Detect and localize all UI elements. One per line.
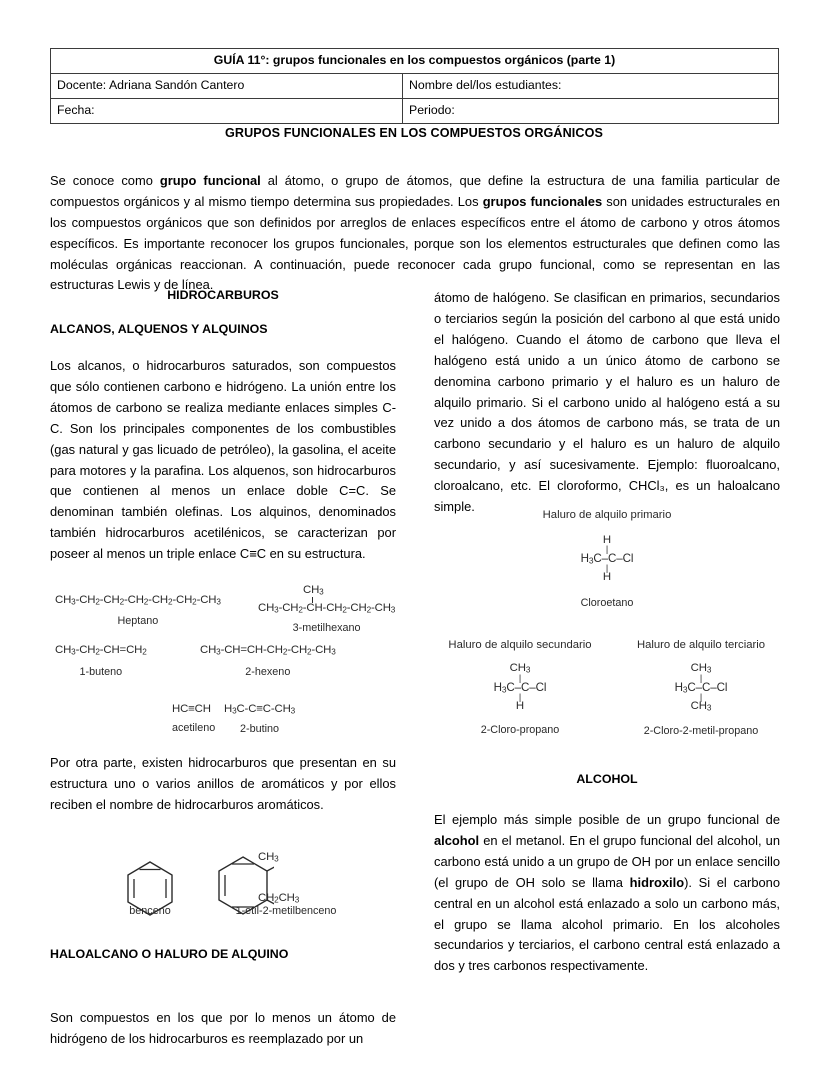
metilbenceno-ch2ch3-label: $CH_2CH_3$ xyxy=(258,892,300,905)
metilbenceno-ch3-label: $CH_3$ xyxy=(258,851,279,864)
intro-bold-2: grupos funcionales xyxy=(482,193,603,209)
haluro-terciario-title: Haluro de alquilo terciario xyxy=(636,639,766,651)
paragraph-haloalcano: Son compuestos en los que por lo menos un átomo de hidrógeno de los hidrocarburos es reemplazado por un xyxy=(50,1010,396,1046)
haluro-primario-title: Haluro de alquilo primario xyxy=(542,509,672,521)
date-cell: Fecha: xyxy=(51,99,403,124)
acetileno-formula: HC≡CH xyxy=(172,703,211,715)
left-column xyxy=(50,288,396,565)
acetileno-caption: acetileno xyxy=(172,722,216,734)
cloroetano-bottom-atom: H xyxy=(602,571,612,584)
paragraph-alcohol xyxy=(434,810,780,977)
heptano-formula: $CH_3-CH_2-CH_2-CH_2-CH_2-CH_2-CH_3$ xyxy=(55,594,221,607)
cloroetano-lewis-structure xyxy=(434,535,780,584)
alcohol-text-3: ). Si el carbono central en un alcohol está enlazado a solo un carbono más, el grupo se llama alcohol primario. En los alcoholes secundarios y terciarios, el carbono central está enlazado a dos y tres carbonos respectivamente. xyxy=(434,874,781,974)
table-row xyxy=(51,74,779,99)
buteno-caption: 1-buteno xyxy=(79,665,123,678)
haluro-secundario-title: Haluro de alquilo secundario xyxy=(448,639,592,651)
alcohol-bold-2: hidroxilo xyxy=(629,874,685,890)
paragraph-halogeno: átomo de halógeno. Se clasifican en primarios, secundarios o terciarios según la posición del carbono al que está unido el halógeno. Cuando el átomo de carbono que lleva el halógeno está unido a un único átomo de carbono se denomina carbono primario y el haluro es un haluro de alquilo primario. Si el carbono unido al halógeno está a su vez unido a dos átomos de carbono más, se trata de un carbono secundario y el haluro es un haluro de alquilo secundario, y así sucesivamente. Ejemplo: fluoroalcano, cloroalcano, etc. El cloroformo, CHCl₃, es un haloalcano simple. xyxy=(434,290,780,515)
clorometilpropano-backbone: $H_3C-C-Cl$ xyxy=(674,680,728,695)
figure-3-metilhexano xyxy=(258,585,395,634)
figure-1-buteno xyxy=(55,644,147,678)
clorometilpropano-bottom-bond: | xyxy=(699,691,703,702)
table-row xyxy=(51,49,779,74)
intro-text-3: son unidades estructurales en los compuestos orgánicos que son definidos por arreglos de enlaces específicos entre el átomo de carbono y otros átomos específicos. Es importante reconocer los grupos funcionales, porque son los elementos estructurales que definen como las moléculas orgánicas reaccionan. A continuación, puede reconocer cada grupo funcional, como se representan en las estructuras Lewis y de línea. xyxy=(50,193,780,293)
heptano-caption: Heptano xyxy=(117,614,159,627)
heading-alcohol: ALCOHOL xyxy=(576,772,638,786)
figure-2-butino xyxy=(224,703,295,735)
cloroetano-caption: Cloroetano xyxy=(580,596,634,609)
figure-haluro-terciario xyxy=(608,639,794,737)
figure-haluro-primario xyxy=(434,509,780,609)
cloropropano-bottom-atom: H xyxy=(515,699,525,712)
teacher-cell: Docente: Adriana Sandón Cantero xyxy=(51,74,403,99)
metilhexano-caption: 3-metilhexano xyxy=(292,621,361,634)
benceno-caption: benceno xyxy=(129,905,171,917)
heading-hidrocarburos: HIDROCARBUROS xyxy=(167,288,279,302)
table-row xyxy=(51,99,779,124)
intro-bold-1: grupo funcional xyxy=(159,172,261,188)
cloropropano-top-bond: | xyxy=(518,672,522,683)
intro-paragraph xyxy=(50,171,780,296)
cloropropano-top-group: $CH_3$ xyxy=(509,662,531,675)
guide-header-table xyxy=(50,48,779,124)
buteno-formula: $CH_3-CH_2-CH=CH_2$ xyxy=(55,644,147,657)
alcohol-text-2: en el metanol. En el grupo funcional del alcohol, un carbono está unido a un grupo de OH por un enlace sencillo (el grupo de OH solo se llama xyxy=(434,832,780,890)
right-column xyxy=(434,288,780,518)
butino-caption: 2-butino xyxy=(240,722,280,735)
metilhexano-formula: $CH_3-CH_2-CH-CH_2-CH_2-CH_3$ xyxy=(258,602,396,615)
period-cell: Periodo: xyxy=(403,99,779,124)
page-title: GRUPOS FUNCIONALES EN LOS COMPUESTOS ORGÁNICOS xyxy=(224,126,603,140)
hexeno-caption: 2-hexeno xyxy=(245,665,291,678)
metilbenceno-caption: 1-etil-2-metilbenceno xyxy=(235,905,337,917)
metilhexano-branch: $CH_3$ xyxy=(303,584,324,597)
intro-text-2: al átomo, o grupo de átomos, que define la estructura de una familia particular de compuestos orgánicos y al mismo tiempo determina sus propiedades. Los xyxy=(50,172,781,209)
intro-text-1: Se conoce como xyxy=(50,172,160,188)
alcohol-text-1: El ejemplo más simple posible de un grupo funcional de xyxy=(434,812,780,827)
cloropropano-backbone: $H_3C-C-Cl$ xyxy=(493,680,547,695)
students-cell: Nombre del/los estudiantes: xyxy=(403,74,779,99)
cloropropano-caption: 2-Cloro-propano xyxy=(480,724,560,737)
clorometilpropano-lewis-structure xyxy=(608,663,794,713)
hexeno-formula: $CH_3-CH=CH-CH_2-CH_2-CH_3$ xyxy=(200,644,336,657)
figure-2-hexeno xyxy=(200,644,336,678)
cloroetano-backbone: $H_3C-C-Cl$ xyxy=(580,552,634,567)
figure-heptano xyxy=(55,594,221,627)
cloroetano-top-bond: | xyxy=(605,544,609,555)
paragraph-alcanos: Los alcanos, o hidrocarburos saturados, son compuestos que sólo contienen carbono e hidrógeno. La unión entre los átomos de carbono se realiza mediante enlaces simples C-C. Son los principales componentes de los combustibles (gas natural y gas licuado de petróleo), la gasolina, el aceite para motores y la parafina. Los alquenos, son hidrocarburos que contienen al menos un enlace doble C=C. Se denominan también olefinas. Los alquinos, denominados también hidrocarburos acetilénicos, se caracterizan por poseer al menos un triple enlace C≡C en su estructura. xyxy=(50,358,396,562)
alcohol-bold-1: alcohol xyxy=(434,832,480,848)
cloroetano-top-atom: H xyxy=(602,534,612,546)
guide-title-cell: GUÍA 11°: grupos funcionales en los compuestos orgánicos (parte 1) xyxy=(51,49,779,74)
cloropropano-lewis-structure xyxy=(430,663,610,712)
heading-haloalcano: HALOALCANO O HALURO DE ALQUINO xyxy=(50,947,289,961)
cloroetano-bottom-bond: | xyxy=(605,563,609,574)
heading-alcanos-alquenos-alquinos: ALCANOS, ALQUENOS Y ALQUINOS xyxy=(50,322,268,336)
clorometilpropano-top-group: $CH_3$ xyxy=(690,662,712,675)
paragraph-aromaticos: Por otra parte, existen hidrocarburos que presentan en su estructura uno o varios anillos de aromáticos y por ellos reciben el nombre de hidrocarburos aromáticos. xyxy=(50,755,396,812)
figure-acetileno xyxy=(172,703,215,734)
figure-haluro-secundario xyxy=(430,639,610,736)
butino-formula: $H_3C-C\equiv C-CH_3$ xyxy=(224,703,296,716)
clorometilpropano-top-bond: | xyxy=(699,672,703,683)
clorometilpropano-caption: 2-Cloro-2-metil-propano xyxy=(643,724,759,737)
clorometilpropano-bottom-group: $CH_3$ xyxy=(690,699,712,713)
cloropropano-bottom-bond: | xyxy=(518,691,522,702)
